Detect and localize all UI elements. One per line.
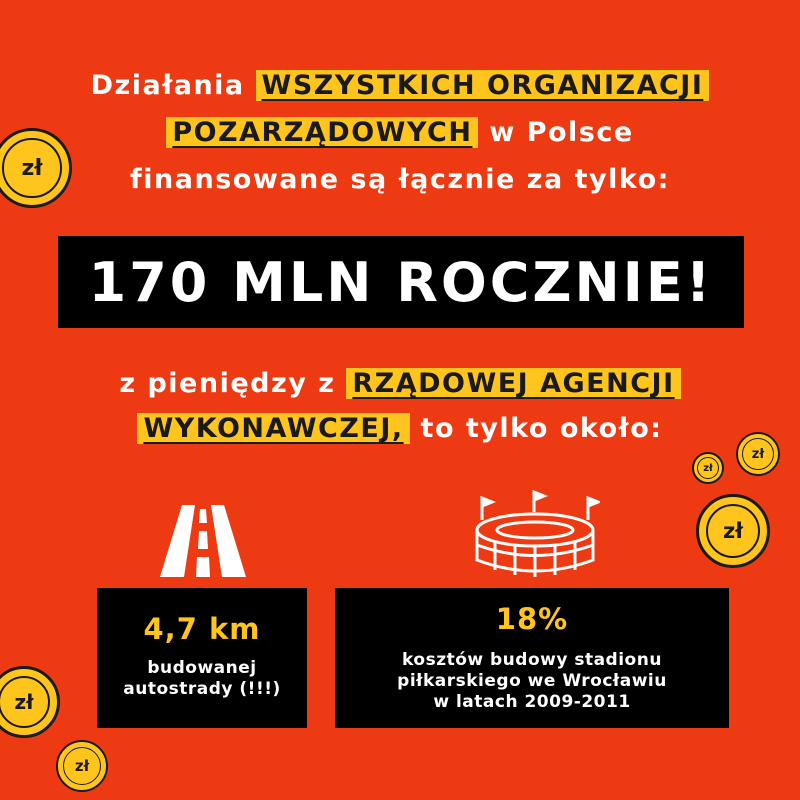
middle-line-1 <box>0 368 800 399</box>
coin-icon: zł <box>696 494 770 568</box>
stat-line-stadium-2: piłkarskiego we Wrocławiu <box>397 671 667 691</box>
intro-highlight-2: POZARZĄDOWYCH <box>166 117 478 148</box>
intro-text-2: w Polsce <box>478 117 634 148</box>
middle-text-2: to tylko około: <box>409 413 663 444</box>
intro-text-1: Działania <box>90 70 256 101</box>
stat-line-highway-1: budowanej <box>147 658 257 678</box>
intro-highlight-1: WSZYSTKICH ORGANIZACJI <box>256 70 710 101</box>
stat-line-stadium-3: w latach 2009-2011 <box>433 692 631 712</box>
middle-text-1: z pieniędzy z <box>119 368 347 399</box>
middle-line-2 <box>0 413 800 444</box>
intro-line-2 <box>0 117 800 148</box>
middle-highlight-2: WYKONAWCZEJ, <box>137 413 409 444</box>
highway-icon <box>160 505 246 577</box>
intro-line-1 <box>0 70 800 101</box>
stat-box-highway <box>97 588 307 728</box>
stadium-icon <box>470 490 600 580</box>
coin-icon: zł <box>0 666 60 738</box>
stat-value-highway: 4,7 km <box>143 612 261 646</box>
headline-banner <box>58 236 744 328</box>
stat-line-stadium-1: kosztów budowy stadionu <box>402 650 662 670</box>
stat-value-stadium: 18% <box>495 602 569 636</box>
coin-icon: zł <box>56 740 108 792</box>
coin-icon: zł <box>736 432 780 476</box>
stat-box-stadium <box>335 588 729 728</box>
intro-line-3: finansowane są łącznie za tylko: <box>130 164 670 195</box>
coin-icon: zł <box>692 452 724 484</box>
coin-icon: zł <box>0 128 72 208</box>
stat-line-highway-2: autostrady (!!!) <box>123 679 281 699</box>
headline-text: 170 MLN ROCZNIE! <box>88 250 714 314</box>
middle-highlight-1: RZĄDOWEJ AGENCJI <box>346 368 680 399</box>
